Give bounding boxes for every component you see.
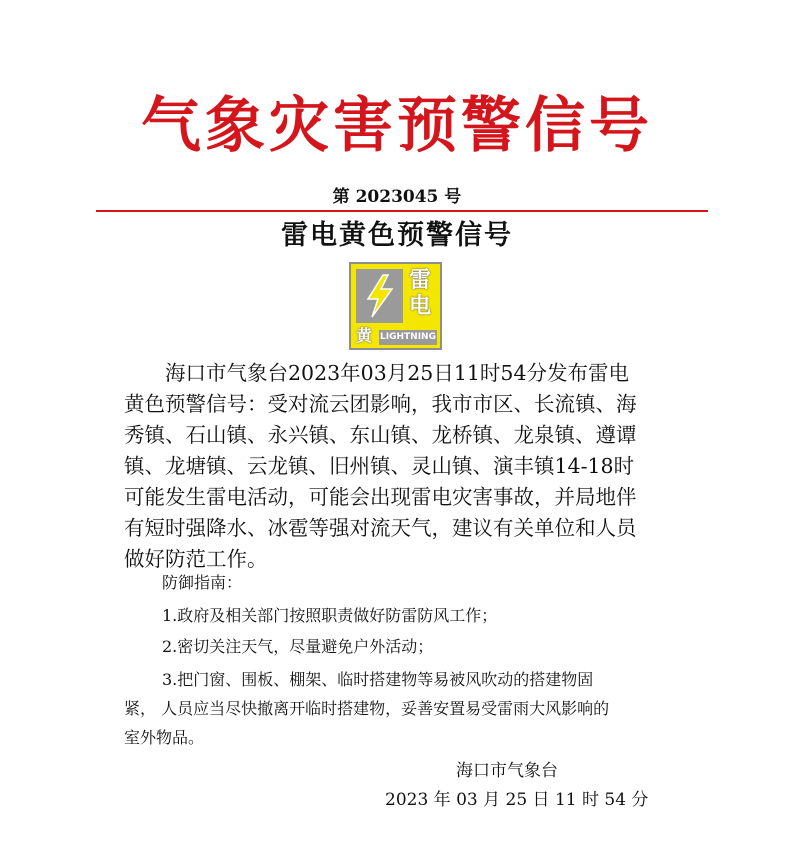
guidance-line: 3.把门窗、围板、棚架、临时搭建物等易被风吹动的搭建物固: [162, 670, 594, 689]
warning-body: [124, 358, 670, 575]
red-divider: [96, 210, 708, 212]
guidance-item: [124, 665, 684, 752]
guidance-heading: 防御指南：: [162, 573, 243, 592]
body-line: 可能发生雷电活动，可能会出现雷电灾害事故，并局地伴: [124, 485, 637, 509]
icon-gray-panel: [356, 269, 403, 323]
issuer-signature: 海口市气象台: [456, 761, 558, 781]
document-title: 气象灾害预警信号: [141, 91, 653, 161]
icon-char-huang: 黄: [356, 326, 373, 345]
lightning-warning-icon: [349, 262, 442, 350]
icon-char-lei: 雷: [409, 268, 432, 293]
body-line: 有短时强降水、冰雹等强对流天气，建议有关单位和人员: [124, 516, 637, 540]
guidance-item: [124, 601, 684, 630]
icon-char-dian: 电: [409, 294, 432, 319]
issue-date: 2023 年 03 月 25 日 11 时 54 分: [385, 790, 649, 810]
icon-word-lightning: LIGHTNING: [379, 330, 437, 345]
body-line: 黄色预警信号：受对流云团影响，我市市区、长流镇、海: [124, 392, 637, 416]
body-line: 镇、龙塘镇、云龙镇、旧州镇、灵山镇、演丰镇14-18时: [124, 454, 635, 478]
guidance-line: 2.密切关注天气，尽量避免户外活动；: [162, 637, 434, 656]
guidance-line: 紧， 人员应当尽快撤离开临时搭建物，妥善安置易受雷雨大风影响的: [124, 699, 610, 718]
guidance-line: 室外物品。: [124, 728, 205, 747]
body-line: 做好防范工作。: [124, 547, 268, 571]
body-line: 海口市气象台2023年03月25日11时54分发布雷电: [165, 361, 630, 385]
lightning-bolt-icon: [363, 274, 397, 318]
signal-title: 雷电黄色预警信号: [281, 220, 513, 251]
document-number: 第 2023045 号: [332, 187, 462, 207]
guidance-line: 1.政府及相关部门按照职责做好防雷防风工作；: [162, 606, 498, 625]
body-line: 秀镇、石山镇、永兴镇、东山镇、龙桥镇、龙泉镇、遵谭: [124, 423, 637, 447]
guidance-item: [124, 632, 684, 661]
